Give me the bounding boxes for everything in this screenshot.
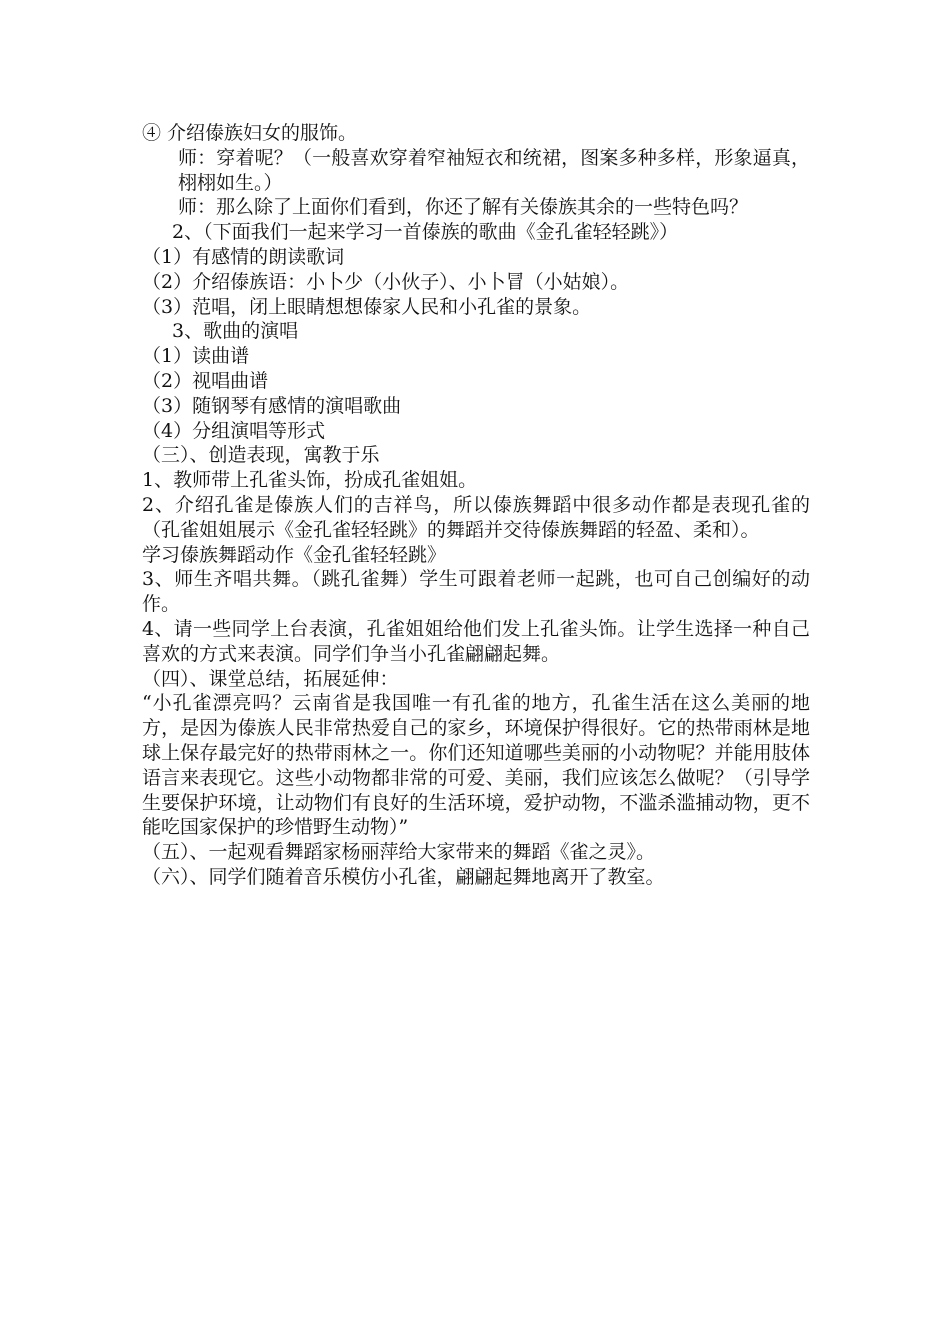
text-line-teacher-clothing: 师：穿着呢？（一般喜欢穿着窄袖短衣和统裙，图案多种多样，形象逼真，栩栩如生。） (178, 146, 810, 194)
text-line-sing-dance-together: 3、师生齐唱共舞。（跳孔雀舞）学生可跟着老师一起跳，也可自己创编好的动作。 (142, 568, 810, 616)
text-line-model-singing: （3）范唱，闭上眼睛想想傣家人民和小孔雀的景象。 (142, 295, 592, 318)
text-line-learn-dance: 学习傣族舞蹈动作《金孔雀轻轻跳》 (142, 543, 447, 566)
text-line-section-six: （六）、同学们随着音乐模仿小孔雀，翩翩起舞地离开了教室。 (142, 865, 665, 888)
text-line-summary-quote: “小孔雀漂亮吗？云南省是我国唯一有孔雀的地方，孔雀生活在这么美丽的地方，是因为傣族人民非常热爱自己的家乡，环境保护得很好。它的热带雨林是地球上保存最完好的热带雨林之一。你们还知道哪些美丽的小动物呢？并能用肢体语言来表现它。这些小动物都非常的可爱、美丽，我们应该怎么做呢？（引导学生要保护环境，让动物们有良好的生活环境，爱护动物，不滥杀滥捕动物，更不能吃国家保护的珍惜野生动物）” (142, 692, 810, 839)
text-line-section-three: （三）、创造表现，寓教于乐 (142, 444, 380, 467)
text-line-teacher-headdress: 1、教师带上孔雀头饰，扮成孔雀姐姐。 (142, 469, 478, 492)
text-line-sight-sing: （2）视唱曲谱 (142, 369, 269, 392)
text-line-read-score: （1）读曲谱 (142, 345, 250, 368)
text-line-read-lyrics: （1）有感情的朗读歌词 (142, 245, 345, 268)
text-line-teacher-question: 师：那么除了上面你们看到，你还了解有关傣族其余的一些特色吗？ (178, 196, 749, 219)
text-line-song-performance: 3、歌曲的演唱 (172, 320, 299, 343)
text-line-student-performance: 4、请一些同学上台表演，孔雀姐姐给他们发上孔雀头饰。让学生选择一种自己喜欢的方式来表演。同学们争当小孔雀翩翩起舞。 (142, 617, 810, 665)
document-body (142, 121, 810, 890)
text-line-section-five: （五）、一起观看舞蹈家杨丽萍给大家带来的舞蹈《雀之灵》。 (142, 841, 656, 864)
text-line-piano-sing: （3）随钢琴有感情的演唱歌曲 (142, 394, 402, 417)
text-line-dai-language: （2）介绍傣族语：小卜少（小伙子）、小卜冒（小姑娘）。 (142, 270, 630, 293)
text-line-section-four: （四）、课堂总结，拓展延伸： (142, 667, 399, 690)
text-line-song-section: 2、（下面我们一起来学习一首傣族的歌曲《金孔雀轻轻跳》） (172, 221, 679, 244)
text-line-group-sing: （4）分组演唱等形式 (142, 419, 326, 442)
text-line-peacock-intro: 2、介绍孔雀是傣族人们的吉祥鸟，所以傣族舞蹈中很多动作都是表现孔雀的（孔雀姐姐展示《金孔雀轻轻跳》的舞蹈并交待傣族舞蹈的轻盈、柔和）。 (142, 493, 810, 541)
text-line-costume-heading: ④ 介绍傣族妇女的服饰。 (142, 122, 358, 144)
